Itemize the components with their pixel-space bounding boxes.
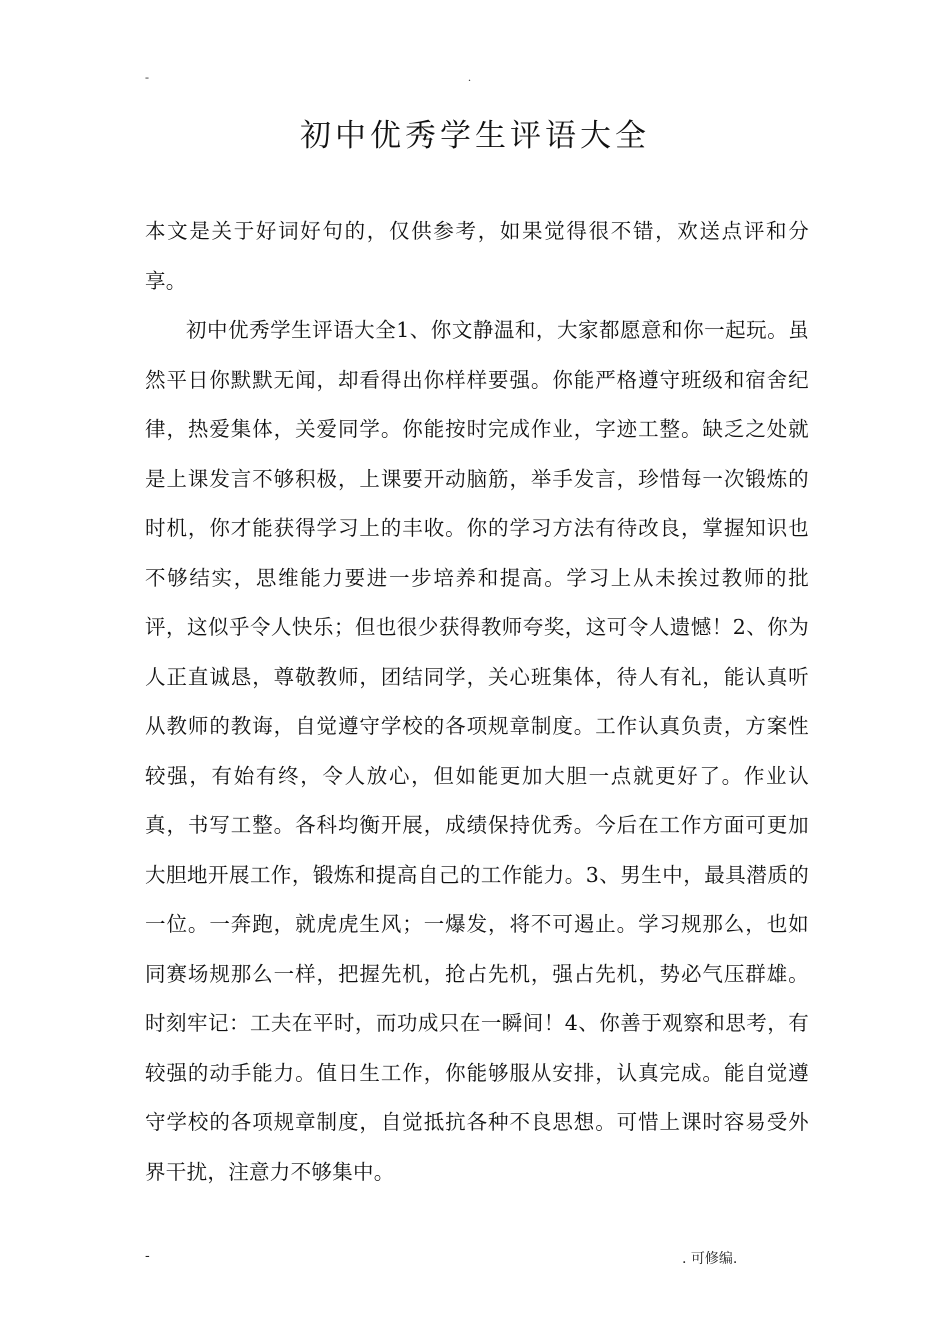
intro-paragraph: 本文是关于好词好句的，仅供参考，如果觉得很不错，欢送点评和分享。 [145,219,809,293]
footer-editable-note: . 可修编. [682,1251,738,1267]
document-body [145,207,809,1197]
document-title: 初中优秀学生评语大全 [300,118,650,154]
footer-left-mark: - [145,1248,150,1264]
header-center-mark: . [468,70,471,84]
main-paragraph: 初中优秀学生评语大全1、你文静温和，大家都愿意和你一起玩。虽然平日你默默无闻，却看得出你样样要强。你能严格遵守班级和宿舍纪律，热爱集体，关爱同学。你能按时完成作业，字迹工整。缺乏之处就是上课发言不够积极，上课要开动脑筋，举手发言，珍惜每一次锻炼的时机，你才能获得学习上的丰收。你的学习方法有待改良，掌握知识也不够结实，思维能力要进一步培养和提高。学习上从未挨过教师的批评，这似乎令人快乐；但也很少获得教师夸奖，这可令人遗憾！2、你为人正直诚恳，尊敬教师，团结同学，关心班集体，待人有礼，能认真听从教师的教诲，自觉遵守学校的各项规章制度。工作认真负责，方案性较强，有始有终，令人放心，但如能更加大胆一点就更好了。作业认真，书写工整。各科均衡开展，成绩保持优秀。今后在工作方面可更加大胆地开展工作，锻炼和提高自己的工作能力。3、男生中，最具潜质的一位。一奔跑，就虎虎生风；一爆发，将不可遏止。学习规那么，也如同赛场规那么一样，把握先机，抢占先机，强占先机，势必气压群雄。时刻牢记：工夫在平时，而功成只在一瞬间！4、你善于观察和思考，有较强的动手能力。值日生工作，你能够服从安排，认真完成。能自觉遵守学校的各项规章制度，自觉抵抗各种不良思想。可惜上课时容易受外界干扰，注意力不够集中。 [145,318,809,1184]
header-left-mark: - [145,70,149,84]
